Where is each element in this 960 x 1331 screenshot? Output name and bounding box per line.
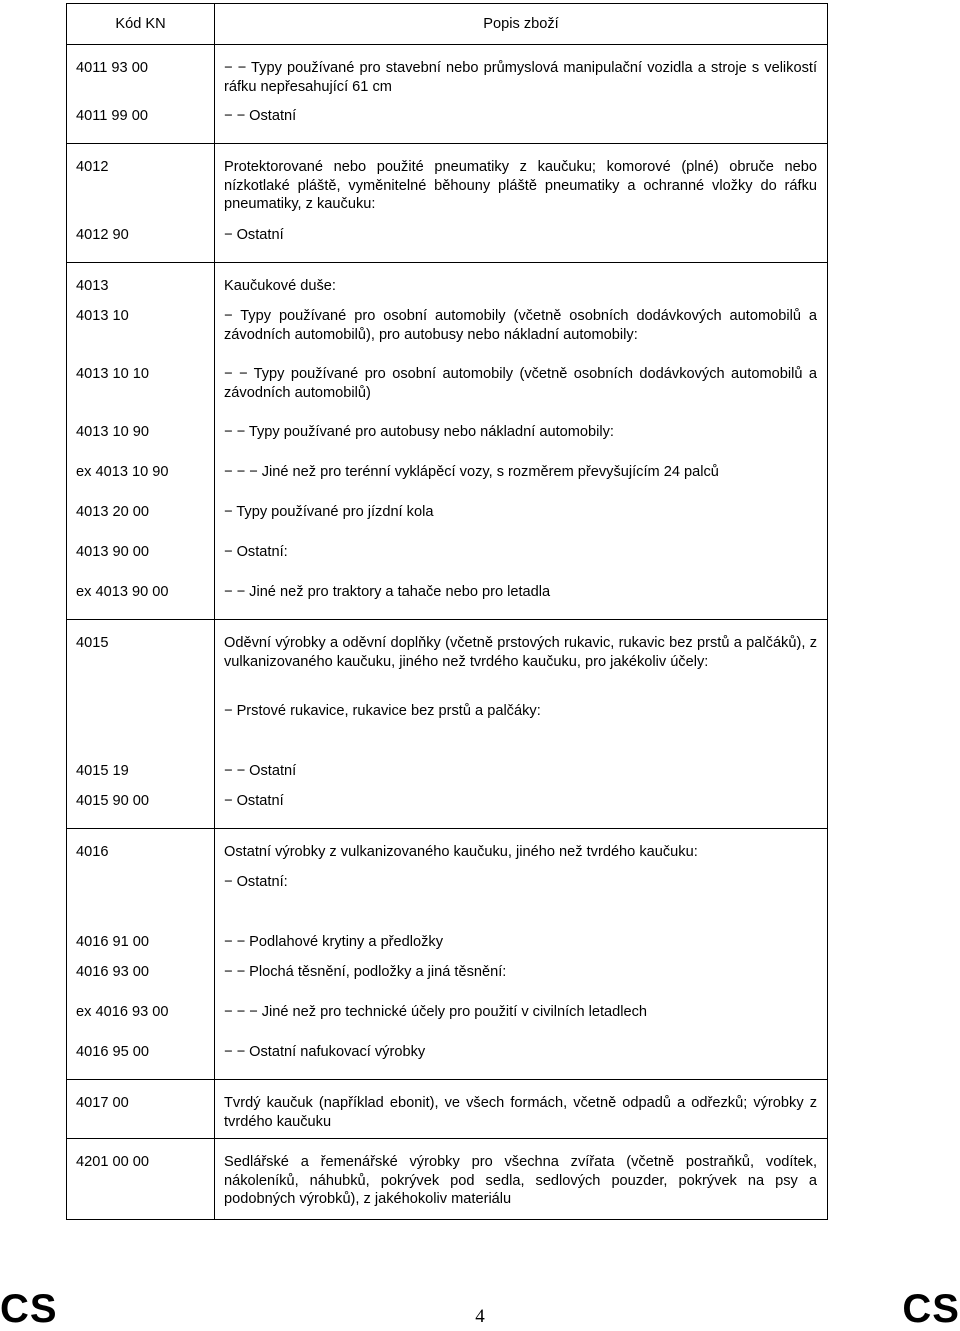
description-cell [215,459,828,499]
table-row [67,959,828,999]
tariff-table [66,3,828,1220]
code-text: 4013 10 10 [76,366,150,382]
table-row [67,222,828,263]
table-row [67,499,828,539]
description-cell [215,1039,828,1080]
description-text: − − Ostatní [224,763,297,779]
description-cell [215,361,828,419]
code-cell [67,144,215,223]
code-text: 4015 19 [76,763,129,779]
description-cell [215,1080,828,1139]
footer-mark-left: CS [0,1287,58,1331]
code-text: 4013 90 00 [76,544,150,560]
code-cell [67,698,215,748]
code-text: 4016 91 00 [76,934,150,950]
table-row [67,698,828,748]
description-cell [215,303,828,361]
description-text: Kaučukové duše: [224,278,336,294]
description-text: − Ostatní [224,793,284,809]
table-row [67,788,828,829]
description-cell [215,45,828,104]
code-cell [67,103,215,144]
description-text: − − Typy používané pro stavební nebo průmyslová manipulační vozidla a stroje s velikostí ráfku nepřesahující 61 cm [224,60,817,95]
table-row [67,103,828,144]
code-text: ex 4013 90 00 [76,584,169,600]
description-cell [215,919,828,959]
description-text: − − Jiné než pro traktory a tahače nebo pro letadla [224,584,551,600]
table-row [67,1039,828,1080]
table-row [67,579,828,620]
code-cell [67,45,215,104]
code-cell [67,919,215,959]
description-text: − − Typy používané pro osobní automobily (včetně osobních dodávkových automobilů a závodních automobilů) [224,366,817,401]
table-row [67,459,828,499]
code-cell [67,1139,215,1220]
table-row [67,263,828,304]
description-text: Tvrdý kaučuk (například ebonit), ve všech formách, včetně odpadů a odřezků; výrobky z tvrdého kaučuku [224,1095,817,1130]
description-text: − − Ostatní nafukovací výrobky [224,1044,426,1060]
code-text: 4012 90 [76,227,129,243]
code-cell [67,222,215,263]
table-row [67,869,828,919]
description-text: − − − Jiné než pro technické účely pro použití v civilních letadlech [224,1004,648,1020]
description-cell [215,999,828,1039]
description-cell [215,539,828,579]
description-text: − Typy používané pro jízdní kola [224,504,434,520]
description-cell [215,144,828,223]
table-row [67,539,828,579]
code-text: 4015 90 00 [76,793,150,809]
description-text: − Ostatní [224,227,284,243]
description-cell [215,698,828,748]
description-cell [215,579,828,620]
table-row [67,419,828,459]
description-text: − − − Jiné než pro terénní vyklápěcí vozy, s rozměrem převyšujícím 24 palců [224,464,719,480]
code-cell [67,999,215,1039]
table-row [67,144,828,223]
code-text: ex 4013 10 90 [76,464,169,480]
code-cell [67,1039,215,1080]
description-cell [215,869,828,919]
code-text: 4017 00 [76,1095,129,1111]
description-text: Protektorované nebo použité pneumatiky z kaučuku; komorové (plné) obruče nebo nízkotlaké pláště, vyměnitelné běhouny pláště pneumatiky a ochranné vložky do ráfku pneumatiky, z kaučuku: [224,159,817,212]
code-cell [67,1080,215,1139]
table-body [67,45,828,1220]
code-cell [67,620,215,699]
description-cell [215,829,828,870]
table-row [67,303,828,361]
table-row [67,361,828,419]
code-cell [67,869,215,919]
code-cell [67,539,215,579]
code-text: 4011 99 00 [76,108,148,124]
code-text: 4201 00 00 [76,1154,150,1170]
code-cell [67,579,215,620]
header-row [67,4,828,45]
code-text: 4016 [76,844,109,860]
code-cell [67,459,215,499]
code-text: 4013 20 00 [76,504,150,520]
description-cell [215,222,828,263]
description-text: − − Ostatní [224,108,297,124]
header-code: Kód KN [67,4,215,45]
code-cell [67,499,215,539]
code-text: 4012 [76,159,109,175]
code-text: 4013 10 90 [76,424,150,440]
code-cell [67,748,215,788]
table-row [67,829,828,870]
table-row [67,1139,828,1220]
description-text: − Prstové rukavice, rukavice bez prstů a palčáky: [224,703,541,719]
header-description: Popis zboží [215,4,828,45]
description-text: − Ostatní: [224,544,288,560]
description-cell [215,620,828,699]
description-text: Sedlářské a řemenářské výrobky pro všechna zvířata (včetně postraňků, vodítek, nákoleníků, náhubků, pokrývek pod sedla, sedlových pouzder, pokrývek na psy a podobných výrobků), z jakéhokoliv materiálu [224,1154,817,1207]
table-row [67,620,828,699]
description-cell [215,419,828,459]
description-cell [215,103,828,144]
description-cell [215,499,828,539]
table-row [67,748,828,788]
code-cell [67,303,215,361]
code-cell [67,361,215,419]
table-row [67,45,828,104]
description-text: − − Plochá těsnění, podložky a jiná těsnění: [224,964,507,980]
code-text: 4013 [76,278,109,294]
code-cell [67,788,215,829]
description-text: − − Podlahové krytiny a předložky [224,934,444,950]
description-text: − − Typy používané pro autobusy nebo nákladní automobily: [224,424,614,440]
description-cell [215,788,828,829]
description-text: Ostatní výrobky z vulkanizovaného kaučuku, jiného než tvrdého kaučuku: [224,844,698,860]
table-row [67,999,828,1039]
description-cell [215,263,828,304]
description-cell [215,1139,828,1220]
code-text: 4015 [76,635,109,651]
code-text: 4011 93 00 [76,60,148,76]
footer-mark-right: CS [902,1287,960,1331]
description-text: − Ostatní: [224,874,288,890]
code-cell [67,959,215,999]
description-cell [215,959,828,999]
code-cell [67,829,215,870]
code-text: 4013 10 [76,308,129,324]
description-cell [215,748,828,788]
page-number: 4 [475,1306,485,1327]
description-text: Oděvní výrobky a oděvní doplňky (včetně prstových rukavic, rukavic bez prstů a palčáků), z vulkanizovaného kaučuku, jiného než tvrdého kaučuku, pro jakékoliv účely: [224,635,817,670]
code-text: 4016 95 00 [76,1044,150,1060]
code-cell [67,263,215,304]
code-text: ex 4016 93 00 [76,1004,169,1020]
code-text: 4016 93 00 [76,964,150,980]
table-row [67,919,828,959]
table-row [67,1080,828,1139]
description-text: − Typy používané pro osobní automobily (včetně osobních dodávkových automobilů a závodních automobilů), pro autobusy nebo nákladní automobily: [224,308,817,343]
code-cell [67,419,215,459]
